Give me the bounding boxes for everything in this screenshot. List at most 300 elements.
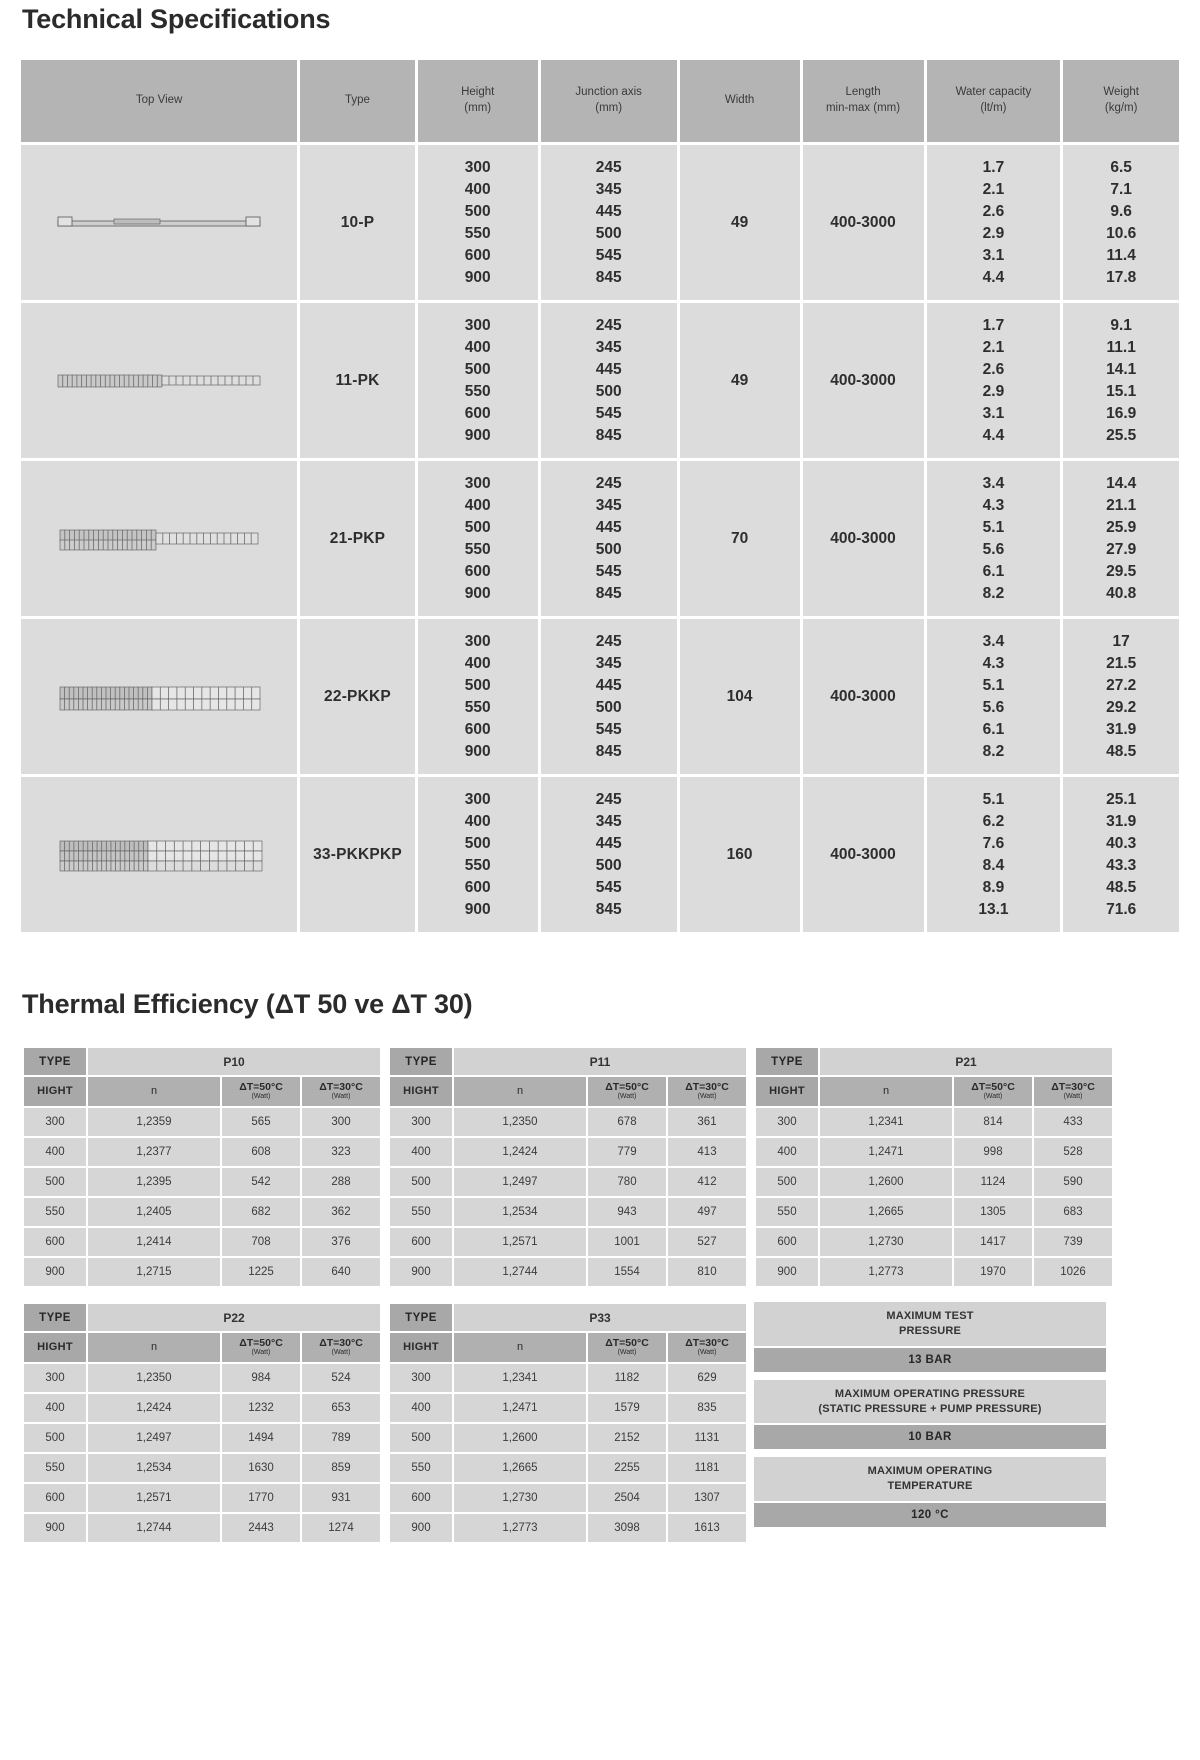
dt50-label xyxy=(222,1077,300,1106)
value-line: 600 xyxy=(464,246,491,264)
header-line-primary: Height xyxy=(461,86,495,99)
n-label xyxy=(454,1333,586,1362)
value-line: 25.1 xyxy=(1106,790,1137,808)
value-line: 6.5 xyxy=(1110,158,1132,176)
value-line: 48.5 xyxy=(1106,742,1137,760)
hight-cell: 550 xyxy=(390,1454,452,1482)
value-line: 31.9 xyxy=(1106,812,1137,830)
spec-column-header xyxy=(680,60,800,142)
value-line: 13.1 xyxy=(978,900,1009,918)
value-line: 345 xyxy=(595,812,622,830)
dt50-cell: 1770 xyxy=(222,1484,300,1512)
table-row xyxy=(390,1228,746,1256)
n-cell: 1,2424 xyxy=(454,1138,586,1166)
spec-height-values xyxy=(418,619,538,774)
hight-cell: 900 xyxy=(390,1514,452,1542)
value-line: 345 xyxy=(595,180,622,198)
dt50-cell: 998 xyxy=(954,1138,1032,1166)
value-line: 500 xyxy=(464,834,491,852)
table-row xyxy=(390,1424,746,1452)
dt50-cell: 608 xyxy=(222,1138,300,1166)
n-cell: 1,2377 xyxy=(88,1138,220,1166)
table-header-row xyxy=(21,60,1179,142)
table-header-row xyxy=(24,1304,380,1331)
n-cell: 1,2665 xyxy=(454,1454,586,1482)
dt50-cell: 779 xyxy=(588,1138,666,1166)
dt30-cell: 413 xyxy=(668,1138,746,1166)
value-line: 10.6 xyxy=(1106,224,1137,242)
table-row xyxy=(24,1198,380,1226)
subheader-label: ΔT=30°C xyxy=(319,1081,363,1094)
value-line: 345 xyxy=(595,496,622,514)
value-line: 43.3 xyxy=(1106,856,1137,874)
value-line: 300 xyxy=(464,474,491,492)
spec-type-value: 33-PKKPKP xyxy=(300,777,415,932)
value-line: 1.7 xyxy=(982,158,1005,176)
n-cell: 1,2744 xyxy=(88,1514,220,1542)
dt50-label xyxy=(954,1077,1032,1106)
value-line: 500 xyxy=(464,676,491,694)
table-row xyxy=(24,1168,380,1196)
value-line: 17.8 xyxy=(1106,268,1137,286)
header-line-unit: (mm) xyxy=(595,102,623,114)
hight-label xyxy=(24,1077,86,1106)
radiator-10p-icon xyxy=(21,145,297,300)
value-line: 900 xyxy=(464,900,491,918)
spec-junction-axis-values xyxy=(541,303,677,458)
subheader-label: n xyxy=(882,1084,890,1097)
value-line: 400 xyxy=(464,180,491,198)
dt50-cell: 1182 xyxy=(588,1364,666,1392)
subheader-label: ΔT=50°C xyxy=(239,1337,283,1350)
value-line: 29.5 xyxy=(1106,562,1137,580)
spec-water-capacity-values xyxy=(927,777,1061,932)
value-line: 8.4 xyxy=(982,856,1005,874)
dt50-label xyxy=(588,1077,666,1106)
value-line: 600 xyxy=(464,404,491,422)
spec-type-value: 10-P xyxy=(300,145,415,300)
table-row xyxy=(390,1108,746,1136)
spec-weight-values xyxy=(1063,619,1179,774)
value-line: 8.2 xyxy=(982,742,1005,760)
hight-cell: 400 xyxy=(24,1138,86,1166)
value-line: 25.9 xyxy=(1106,518,1137,536)
value-line: 2.6 xyxy=(982,360,1005,378)
spec-column-header xyxy=(803,60,924,142)
value-line: 500 xyxy=(464,202,491,220)
n-label xyxy=(820,1077,952,1106)
dt30-label xyxy=(302,1077,380,1106)
value-line: 400 xyxy=(464,654,491,672)
dt50-cell: 542 xyxy=(222,1168,300,1196)
dt50-cell: 3098 xyxy=(588,1514,666,1542)
dt30-cell: 683 xyxy=(1034,1198,1112,1226)
spec-column-header xyxy=(1063,60,1179,142)
dt50-cell: 1001 xyxy=(588,1228,666,1256)
subheader-label: ΔT=30°C xyxy=(319,1337,363,1350)
hight-cell: 900 xyxy=(390,1258,452,1286)
dt50-label xyxy=(588,1333,666,1362)
subheader-unit: (Watt) xyxy=(617,1093,637,1101)
value-line: 500 xyxy=(595,698,622,716)
value-line: 27.2 xyxy=(1106,676,1137,694)
n-cell: 1,2497 xyxy=(88,1424,220,1452)
table-header-row xyxy=(24,1048,380,1075)
dt30-cell: 528 xyxy=(1034,1138,1112,1166)
value-line: 445 xyxy=(595,676,622,694)
table-header-row xyxy=(390,1304,746,1331)
hight-cell: 600 xyxy=(24,1228,86,1256)
subheader-unit: (Watt) xyxy=(617,1349,637,1357)
table-row xyxy=(24,1108,380,1136)
value-line: 2.1 xyxy=(982,180,1005,198)
value-line: 4.4 xyxy=(982,426,1005,444)
thermal-efficiency-grid xyxy=(22,1046,1182,1544)
info-value: 13 BAR xyxy=(754,1348,1106,1372)
value-line: 245 xyxy=(595,316,622,334)
n-cell: 1,2773 xyxy=(454,1514,586,1542)
value-line: 300 xyxy=(464,316,491,334)
hight-cell: 400 xyxy=(756,1138,818,1166)
value-line: 500 xyxy=(595,856,622,874)
spec-weight-values xyxy=(1063,303,1179,458)
page-title-thermal-efficiency: Thermal Efficiency (ΔT 50 ve ΔT 30) xyxy=(22,989,473,1019)
spec-column-header xyxy=(300,60,415,142)
info-block xyxy=(754,1380,1106,1450)
n-cell: 1,2395 xyxy=(88,1168,220,1196)
dt30-cell: 859 xyxy=(302,1454,380,1482)
header-line-primary: Top View xyxy=(135,94,183,107)
type-value: P10 xyxy=(88,1048,380,1075)
value-line: 545 xyxy=(595,720,622,738)
table-subheader-row xyxy=(390,1077,746,1106)
value-line: 445 xyxy=(595,360,622,378)
value-line: 245 xyxy=(595,474,622,492)
radiator-22pkkp-icon xyxy=(21,619,297,774)
value-line: 550 xyxy=(464,856,491,874)
subheader-unit: (Watt) xyxy=(251,1349,271,1357)
dt30-label xyxy=(1034,1077,1112,1106)
value-line: 2.9 xyxy=(982,224,1005,242)
hight-cell: 300 xyxy=(390,1364,452,1392)
value-line: 2.1 xyxy=(982,338,1005,356)
dt50-cell: 565 xyxy=(222,1108,300,1136)
table-row xyxy=(24,1424,380,1452)
dt50-cell: 2504 xyxy=(588,1484,666,1512)
value-line: 500 xyxy=(595,540,622,558)
dt30-cell: 1131 xyxy=(668,1424,746,1452)
hight-cell: 400 xyxy=(24,1394,86,1422)
n-cell: 1,2471 xyxy=(454,1394,586,1422)
value-line: 845 xyxy=(595,900,622,918)
n-cell: 1,2414 xyxy=(88,1228,220,1256)
value-line: 900 xyxy=(464,426,491,444)
info-value: 10 BAR xyxy=(754,1425,1106,1449)
value-line: 8.2 xyxy=(982,584,1005,602)
info-title-line: PRESSURE xyxy=(898,1324,962,1337)
type-value: P22 xyxy=(88,1304,380,1331)
dt30-cell: 412 xyxy=(668,1168,746,1196)
value-line: 1.7 xyxy=(982,316,1005,334)
dt50-cell: 1305 xyxy=(954,1198,1032,1226)
hight-cell: 600 xyxy=(756,1228,818,1256)
type-label: TYPE xyxy=(390,1304,452,1331)
subheader-unit: (Watt) xyxy=(251,1093,271,1101)
table-row xyxy=(24,1228,380,1256)
table-row xyxy=(24,1484,380,1512)
subheader-label: ΔT=50°C xyxy=(239,1081,283,1094)
hight-cell: 550 xyxy=(756,1198,818,1226)
n-cell: 1,2534 xyxy=(454,1198,586,1226)
header-line-primary: Length xyxy=(845,86,881,99)
n-cell: 1,2571 xyxy=(88,1484,220,1512)
dt50-cell: 2152 xyxy=(588,1424,666,1452)
value-line: 9.6 xyxy=(1110,202,1132,220)
table-row xyxy=(390,1258,746,1286)
value-line: 500 xyxy=(595,382,622,400)
dt30-label xyxy=(302,1333,380,1362)
value-line: 245 xyxy=(595,158,622,176)
subheader-label: n xyxy=(150,1340,158,1353)
table-row xyxy=(21,777,1179,932)
subheader-label: HIGHT xyxy=(769,1084,805,1097)
value-line: 900 xyxy=(464,584,491,602)
dt50-cell: 1225 xyxy=(222,1258,300,1286)
dt50-cell: 1494 xyxy=(222,1424,300,1452)
value-line: 21.5 xyxy=(1106,654,1137,672)
value-line: 25.5 xyxy=(1106,426,1137,444)
value-line: 4.4 xyxy=(982,268,1005,286)
value-line: 3.4 xyxy=(982,632,1005,650)
hight-cell: 300 xyxy=(24,1108,86,1136)
value-line: 550 xyxy=(464,698,491,716)
value-line: 300 xyxy=(464,632,491,650)
dt30-cell: 361 xyxy=(668,1108,746,1136)
table-row xyxy=(756,1198,1112,1226)
thermal-efficiency-table xyxy=(388,1302,748,1544)
subheader-label: n xyxy=(150,1084,158,1097)
dt50-cell: 943 xyxy=(588,1198,666,1226)
table-row xyxy=(21,461,1179,616)
pressure-temperature-panel xyxy=(754,1302,1106,1544)
table-row xyxy=(390,1484,746,1512)
value-line: 17 xyxy=(1112,632,1130,650)
subheader-unit: (Watt) xyxy=(697,1093,717,1101)
table-row xyxy=(21,303,1179,458)
table-subheader-row xyxy=(756,1077,1112,1106)
table-row xyxy=(756,1168,1112,1196)
type-label: TYPE xyxy=(24,1048,86,1075)
table-header-row xyxy=(756,1048,1112,1075)
dt30-cell: 362 xyxy=(302,1198,380,1226)
subheader-label: ΔT=30°C xyxy=(1051,1081,1095,1094)
value-line: 845 xyxy=(595,268,622,286)
n-cell: 1,2497 xyxy=(454,1168,586,1196)
value-line: 4.3 xyxy=(982,654,1005,672)
n-cell: 1,2534 xyxy=(88,1454,220,1482)
n-cell: 1,2341 xyxy=(820,1108,952,1136)
table-row xyxy=(756,1228,1112,1256)
table-row xyxy=(390,1168,746,1196)
dt30-cell: 433 xyxy=(1034,1108,1112,1136)
value-line: 11.4 xyxy=(1106,246,1136,264)
dt30-cell: 640 xyxy=(302,1258,380,1286)
spec-junction-axis-values xyxy=(541,145,677,300)
spec-weight-values xyxy=(1063,461,1179,616)
table-row xyxy=(756,1138,1112,1166)
value-line: 500 xyxy=(464,518,491,536)
dt30-cell: 590 xyxy=(1034,1168,1112,1196)
value-line: 3.4 xyxy=(982,474,1005,492)
value-line: 7.1 xyxy=(1110,180,1132,198)
dt50-cell: 2255 xyxy=(588,1454,666,1482)
info-title xyxy=(754,1302,1106,1346)
spec-water-capacity-values xyxy=(927,619,1061,774)
value-line: 14.4 xyxy=(1106,474,1137,492)
n-cell: 1,2405 xyxy=(88,1198,220,1226)
value-line: 3.1 xyxy=(982,404,1005,422)
value-line: 545 xyxy=(595,246,622,264)
value-line: 845 xyxy=(595,426,622,444)
value-line: 445 xyxy=(595,834,622,852)
table-row xyxy=(24,1258,380,1286)
spec-width-value: 104 xyxy=(680,619,800,774)
hight-cell: 500 xyxy=(24,1424,86,1452)
hight-cell: 400 xyxy=(390,1138,452,1166)
info-title-line: MAXIMUM OPERATING xyxy=(867,1465,993,1478)
value-line: 345 xyxy=(595,654,622,672)
spec-weight-values xyxy=(1063,145,1179,300)
spec-column-header xyxy=(541,60,677,142)
dt50-cell: 1232 xyxy=(222,1394,300,1422)
subheader-unit: (Watt) xyxy=(331,1093,351,1101)
table-row xyxy=(24,1138,380,1166)
dt30-cell: 653 xyxy=(302,1394,380,1422)
n-cell: 1,2350 xyxy=(88,1364,220,1392)
hight-cell: 500 xyxy=(756,1168,818,1196)
value-line: 550 xyxy=(464,540,491,558)
n-label xyxy=(88,1077,220,1106)
type-value: P11 xyxy=(454,1048,746,1075)
header-line-primary: Weight xyxy=(1103,86,1139,99)
n-cell: 1,2359 xyxy=(88,1108,220,1136)
info-title-line: TEMPERATURE xyxy=(887,1480,973,1493)
value-line: 11.1 xyxy=(1106,338,1136,356)
info-title-line: (STATIC PRESSURE + PUMP PRESSURE) xyxy=(818,1402,1042,1415)
spec-type-value: 11-PK xyxy=(300,303,415,458)
value-line: 445 xyxy=(595,202,622,220)
value-line: 245 xyxy=(595,632,622,650)
radiator-21pkp-icon xyxy=(21,461,297,616)
n-cell: 1,2773 xyxy=(820,1258,952,1286)
info-title xyxy=(754,1457,1106,1501)
value-line: 2.6 xyxy=(982,202,1005,220)
info-block xyxy=(754,1457,1106,1527)
hight-cell: 500 xyxy=(24,1168,86,1196)
dt30-cell: 1026 xyxy=(1034,1258,1112,1286)
table-row xyxy=(24,1454,380,1482)
hight-cell: 500 xyxy=(390,1424,452,1452)
n-cell: 1,2571 xyxy=(454,1228,586,1256)
value-line: 400 xyxy=(464,338,491,356)
dt50-cell: 2443 xyxy=(222,1514,300,1542)
table-subheader-row xyxy=(24,1333,380,1362)
value-line: 16.9 xyxy=(1106,404,1137,422)
value-line: 300 xyxy=(464,790,491,808)
spec-width-value: 160 xyxy=(680,777,800,932)
value-line: 500 xyxy=(464,360,491,378)
thermal-efficiency-table xyxy=(388,1046,748,1288)
dt30-cell: 323 xyxy=(302,1138,380,1166)
hight-cell: 600 xyxy=(390,1228,452,1256)
n-cell: 1,2600 xyxy=(820,1168,952,1196)
hight-cell: 900 xyxy=(24,1514,86,1542)
table-subheader-row xyxy=(390,1333,746,1362)
n-cell: 1,2341 xyxy=(454,1364,586,1392)
info-block xyxy=(754,1302,1106,1372)
value-line: 5.6 xyxy=(982,698,1005,716)
subheader-label: ΔT=30°C xyxy=(685,1337,729,1350)
header-line-unit: (mm) xyxy=(464,102,492,114)
spec-type-value: 22-PKKP xyxy=(300,619,415,774)
type-label: TYPE xyxy=(756,1048,818,1075)
subheader-label: ΔT=30°C xyxy=(685,1081,729,1094)
spec-junction-axis-values xyxy=(541,777,677,932)
value-line: 6.1 xyxy=(982,562,1005,580)
subheader-unit: (Watt) xyxy=(697,1349,717,1357)
dt50-label xyxy=(222,1333,300,1362)
dt30-cell: 835 xyxy=(668,1394,746,1422)
dt30-cell: 1307 xyxy=(668,1484,746,1512)
info-title-line: MAXIMUM OPERATING PRESSURE xyxy=(834,1387,1026,1400)
value-line: 15.1 xyxy=(1106,382,1137,400)
value-line: 7.6 xyxy=(982,834,1005,852)
subheader-label: ΔT=50°C xyxy=(605,1081,649,1094)
value-line: 6.1 xyxy=(982,720,1005,738)
type-label: TYPE xyxy=(24,1304,86,1331)
type-label: TYPE xyxy=(390,1048,452,1075)
value-line: 29.2 xyxy=(1106,698,1137,716)
dt50-cell: 682 xyxy=(222,1198,300,1226)
table-row xyxy=(390,1514,746,1542)
value-line: 545 xyxy=(595,878,622,896)
page-title-technical-specifications: Technical Specifications xyxy=(22,4,331,34)
dt50-cell: 708 xyxy=(222,1228,300,1256)
hight-label xyxy=(390,1077,452,1106)
dt30-cell: 1274 xyxy=(302,1514,380,1542)
dt50-cell: 780 xyxy=(588,1168,666,1196)
table-row xyxy=(390,1394,746,1422)
spec-water-capacity-values xyxy=(927,303,1061,458)
dt30-cell: 300 xyxy=(302,1108,380,1136)
subheader-label: ΔT=50°C xyxy=(971,1081,1015,1094)
subheader-label: n xyxy=(516,1084,524,1097)
radiator-11pk-icon xyxy=(21,303,297,458)
spec-height-values xyxy=(418,461,538,616)
radiator-33pkkpkp-icon xyxy=(21,777,297,932)
value-line: 500 xyxy=(595,224,622,242)
dt30-label xyxy=(668,1333,746,1362)
hight-cell: 550 xyxy=(390,1198,452,1226)
dt30-cell: 524 xyxy=(302,1364,380,1392)
spec-column-header xyxy=(418,60,538,142)
value-line: 550 xyxy=(464,382,491,400)
value-line: 845 xyxy=(595,584,622,602)
value-line: 3.1 xyxy=(982,246,1005,264)
technical-specifications-table xyxy=(18,57,1182,935)
n-cell: 1,2730 xyxy=(820,1228,952,1256)
subheader-label: HIGHT xyxy=(403,1340,439,1353)
